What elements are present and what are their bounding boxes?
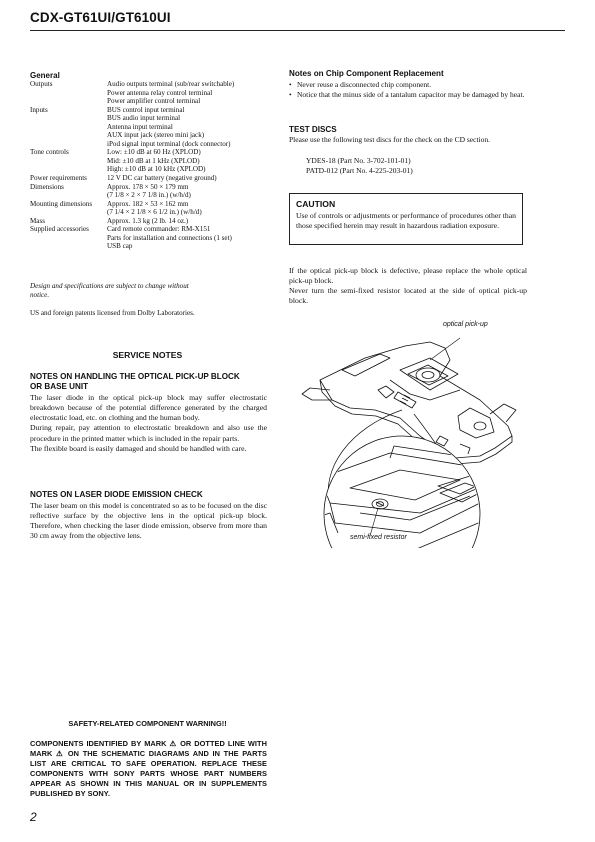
safety-warning-title: SAFETY-RELATED COMPONENT WARNING!!	[68, 719, 227, 728]
spec-value: Mid: ±10 dB at 1 kHz (XPLOD)	[107, 156, 200, 165]
pickup-handling-heading	[30, 372, 270, 392]
spec-value: Power amplifier control terminal	[107, 97, 201, 106]
spec-label: Outputs	[30, 80, 53, 88]
chip-bullet-1-text: Never reuse a disconnected chip component.	[297, 80, 432, 89]
spec-label-empty	[30, 123, 107, 132]
spec-value: 12 V DC car battery (negative ground)	[107, 174, 217, 183]
spec-label: Inputs	[30, 105, 48, 114]
test-disc-1: YDES-18 (Part No. 3-702-101-01)	[306, 156, 411, 165]
spec-label-empty	[30, 97, 107, 106]
specs-heading: General	[30, 71, 60, 80]
chip-bullet-1	[289, 80, 529, 90]
spec-value: (7 1/4 × 2 1/8 × 6 1/2 in.) (w/h/d)	[107, 208, 202, 217]
spec-row	[30, 114, 280, 123]
test-disc-2: PATD-012 (Part No. 4-225-203-01)	[306, 166, 413, 175]
caution-title: CAUTION	[296, 199, 336, 209]
spec-value: iPod signal input terminal (dock connector)	[107, 139, 231, 148]
page-number: 2	[30, 810, 37, 824]
spec-label-empty	[30, 191, 107, 200]
spec-row	[30, 165, 280, 174]
spec-value: AUX input jack (stereo mini jack)	[107, 131, 205, 140]
spec-row	[30, 80, 280, 89]
header-rule	[30, 30, 565, 31]
spec-value: Parts for installation and connections (1 set)	[107, 233, 232, 242]
pickup-replace-para-2: Never turn the semi-fixed resistor located at the side of optical pick-up block.	[289, 286, 527, 306]
spec-value: BUS audio input terminal	[107, 114, 181, 123]
spec-value: Card remote commander: RM-X151	[107, 225, 211, 234]
spec-row	[30, 217, 280, 226]
spec-row	[30, 140, 280, 149]
specs-table	[30, 80, 280, 251]
pickup-replace-para-1: If the optical pick-up block is defective, please replace the whole optical pick-up block.	[289, 266, 527, 286]
spec-value: Antenna input terminal	[107, 122, 173, 131]
spec-row	[30, 225, 280, 234]
test-discs-intro: Please use the following test discs for the check on the CD section.	[289, 135, 490, 144]
spec-row	[30, 148, 280, 157]
spec-value: USB cap	[107, 242, 133, 251]
pickup-handling-body	[30, 393, 267, 454]
specs-disclaimer-line1: Design and specifications are subject to change without	[30, 282, 189, 290]
spec-row	[30, 183, 280, 192]
spec-row	[30, 106, 280, 115]
spec-value: Audio outputs terminal (sub/rear switchable)	[107, 80, 235, 88]
chip-bullet-2	[289, 90, 529, 100]
spec-row	[30, 157, 280, 166]
pickup-para-3: The flexible board is easily damaged and should be handled with care.	[30, 443, 247, 453]
bullet-mark: •	[289, 80, 292, 89]
chip-bullet-2-text: Notice that the minus side of a tantalum capacitor may be damaged by heat.	[297, 89, 525, 99]
spec-value: (7 1/8 × 2 × 7 1/8 in.) (w/h/d)	[107, 191, 191, 200]
spec-label-empty	[30, 242, 107, 251]
chip-notes-list	[289, 80, 529, 100]
spec-label-empty	[30, 157, 107, 166]
safety-warning-body: COMPONENTS IDENTIFIED BY MARK ⚠ OR DOTTED LINE WITH MARK ⚠ ON THE SCHEMATIC DIAGRAMS AND IN THE PARTS LIST ARE CRITICAL TO SAFE OPERATION. REPLACE THESE COMPONENTS WITH SONY PARTS WHOSE PART NUMBERS APPEAR AS SHOWN IN THIS MANUAL OR IN SUPPLEMENTS PUBLISHED BY SONY.	[30, 739, 267, 798]
pickup-replacement-note	[289, 266, 527, 307]
spec-row	[30, 242, 280, 251]
spec-label: Mass	[30, 216, 45, 225]
spec-row	[30, 191, 280, 200]
spec-label-empty	[30, 131, 107, 140]
spec-value: BUS control input terminal	[107, 105, 185, 114]
patent-note: US and foreign patents licensed from Dolby Laboratories.	[30, 309, 195, 317]
service-notes-title: SERVICE NOTES	[112, 350, 183, 360]
pickup-heading-line1: NOTES ON HANDLING THE OPTICAL PICK-UP BLOCK	[30, 372, 240, 381]
spec-label-empty	[30, 89, 107, 98]
caution-body: Use of controls or adjustments or performance of procedures other than those specified herein may result in hazardous radiation exposure.	[296, 211, 516, 231]
spec-row	[30, 89, 280, 98]
specs-disclaimer	[30, 282, 280, 299]
spec-row	[30, 131, 280, 140]
spec-label: Tone controls	[30, 148, 69, 157]
spec-label-empty	[30, 208, 107, 217]
semi-fixed-resistor-label: semi-fixed resistor	[350, 534, 407, 541]
pickup-heading-line2: OR BASE UNIT	[30, 382, 89, 391]
spec-value: Approx. 178 × 50 × 179 mm	[107, 182, 189, 191]
laser-check-body: The laser beam on this model is concentrated so as to be focused on the disc reflective surface by the objective lens in the optical pick-up block. Therefore, when checking the laser diode emission, observe from more than 30 cm away from the objective lens.	[30, 501, 267, 541]
spec-value: Power antenna relay control terminal	[107, 88, 213, 97]
optical-pickup-diagram	[290, 318, 535, 548]
spec-row	[30, 123, 280, 132]
spec-label-empty	[30, 165, 107, 174]
optical-pickup-label: optical pick-up	[443, 321, 488, 328]
spec-label-empty	[30, 114, 107, 123]
specs-disclaimer-line2: notice.	[30, 290, 50, 299]
spec-row	[30, 208, 280, 217]
spec-value: High: ±10 dB at 10 kHz (XPLOD)	[107, 165, 206, 174]
spec-value: Approx. 182 × 53 × 162 mm	[107, 199, 189, 208]
pickup-para-2: During repair, pay attention to electrostatic breakdown and also use the procedure in the printed matter which is included in the repair parts.	[30, 423, 267, 443]
spec-value: Approx. 1.3 kg (2 lb. 14 oz.)	[107, 216, 189, 225]
caution-box	[289, 193, 523, 245]
spec-label: Supplied accessories	[30, 225, 89, 234]
spec-label: Mounting dimensions	[30, 199, 93, 208]
spec-label-empty	[30, 234, 107, 243]
spec-row	[30, 234, 280, 243]
chip-notes-heading: Notes on Chip Component Replacement	[289, 69, 444, 78]
spec-label-empty	[30, 140, 107, 149]
spec-label: Dimensions	[30, 182, 64, 191]
laser-check-heading: NOTES ON LASER DIODE EMISSION CHECK	[30, 490, 203, 499]
spec-row	[30, 174, 280, 183]
test-discs-heading: TEST DISCS	[289, 125, 337, 134]
spec-value: Low: ±10 dB at 60 Hz (XPLOD)	[107, 148, 201, 157]
spec-row	[30, 200, 280, 209]
spec-label: Power requirements	[30, 174, 87, 183]
document-model-title: CDX-GT61UI/GT610UI	[30, 10, 171, 25]
pickup-para-1: The laser diode in the optical pick-up block may suffer electrostatic breakdown because of the potential difference generated by the charged electrostatic load, etc. on clothing and the human body.	[30, 393, 267, 423]
spec-row	[30, 97, 280, 106]
bullet-mark: •	[289, 89, 292, 99]
